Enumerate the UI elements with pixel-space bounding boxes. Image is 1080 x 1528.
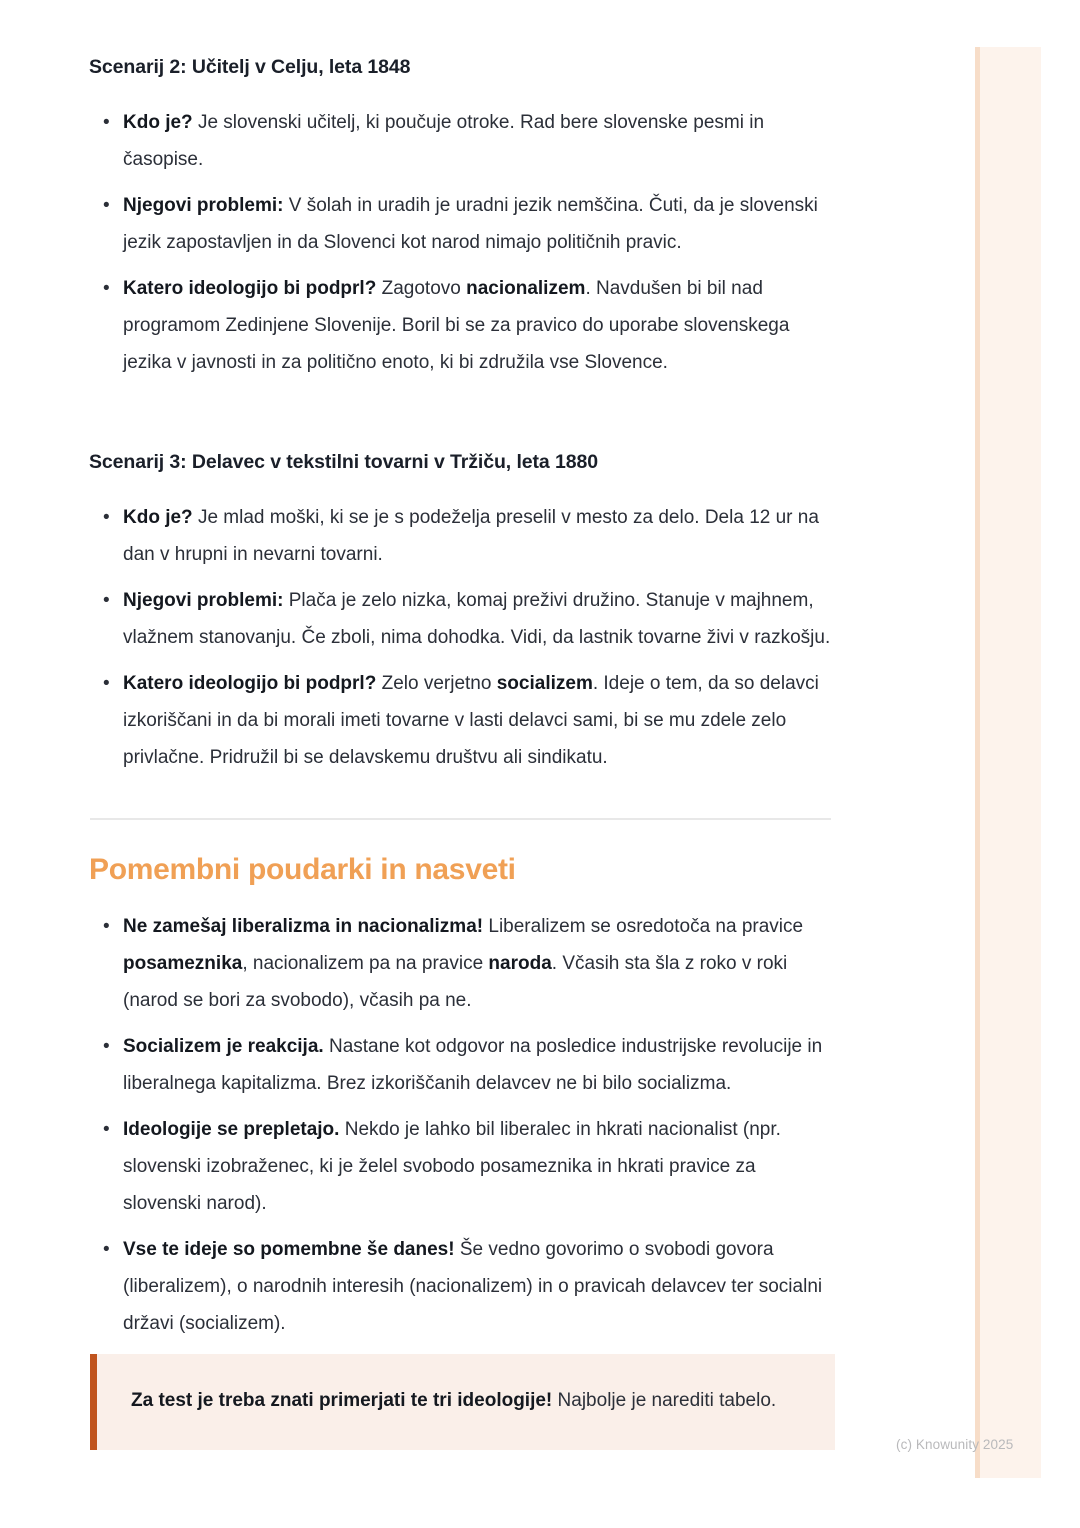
bullet-body-text: . Ideje o tem, da so delavci izkoriščani in da bi morali imeti tovarne v lasti delavci sami, bi se mu zdele zelo privlačne. Pridružil bi se delavskemu društvu ali sindikatu.	[123, 673, 819, 768]
callout-body-text: Najbolje je narediti tabelo.	[552, 1390, 777, 1411]
bullet-lead-label: Ne zamešaj liberalizma in nacionalizma!	[123, 916, 484, 937]
bullet-body-text: . Navdušen bi bil nad programom Zedinjene Slovenije. Boril bi se za pravico do uporabe slovenskega jezika v javnosti in za politično enoto, ki bi združila vse Slovence.	[123, 278, 790, 373]
bullet-emphasis-term: posameznika	[123, 953, 243, 974]
list-item	[89, 270, 834, 381]
bullet-body-text: Liberalizem se osredotoča na pravice	[483, 916, 804, 937]
tips-section-heading: Pomembni poudarki in nasveti	[89, 853, 516, 886]
scenario-2-heading: Scenarij 2: Učitelj v Celju, leta 1848	[89, 56, 411, 78]
list-item	[89, 582, 834, 656]
bullet-body-text: Je mlad moški, ki se je s podeželja preselil v mesto za delo. Dela 12 ur na dan v hrupni in nevarni tovarni.	[123, 507, 819, 565]
bullet-lead-label: Kdo je?	[123, 507, 193, 528]
scenario-3-section	[89, 451, 598, 474]
exam-tip-callout-wrapper	[90, 1354, 835, 1450]
tips-section-header	[89, 853, 516, 887]
callout-text	[131, 1382, 805, 1420]
bullet-lead-label: Katero ideologijo bi podprl?	[123, 278, 377, 299]
bullet-lead-label: Njegovi problemi:	[123, 590, 284, 611]
right-edge-strip	[975, 47, 1041, 1478]
list-item	[89, 104, 834, 178]
scenario-2-bullet-list	[89, 104, 834, 390]
bullet-lead-label: Socializem je reakcija.	[123, 1036, 324, 1057]
bullet-body-text: V šolah in uradih je uradni jezik nemščina. Čuti, da je slovenski jezik zapostavljen in da Slovenci kot narod nimajo političnih pravic.	[123, 195, 818, 253]
bullet-lead-label: Kdo je?	[123, 112, 193, 133]
bullet-body-text: Je slovenski učitelj, ki poučuje otroke. Rad bere slovenske pesmi in časopise.	[123, 112, 765, 170]
bullet-body-text: Zelo verjetno	[376, 673, 497, 694]
bullet-emphasis-term: socializem	[496, 673, 593, 694]
bullet-body-text: . Včasih sta šla z roko v roki (narod se bori za svobodo), včasih pa ne.	[123, 953, 788, 1011]
callout-lead-label: Za test je treba znati primerjati te tri ideologije!	[131, 1390, 553, 1411]
copyright-watermark: (c) Knowunity 2025	[896, 1437, 1014, 1452]
scenario-3-bullet-list	[89, 499, 834, 785]
bullet-lead-label: Katero ideologijo bi podprl?	[123, 673, 377, 694]
bullet-lead-label: Njegovi problemi:	[123, 195, 284, 216]
list-item	[89, 187, 834, 261]
bullet-lead-label: Vse te ideje so pomembne še danes!	[123, 1239, 455, 1260]
section-divider-wrapper	[90, 818, 831, 820]
bullet-body-text: Še vedno govorimo o svobodi govora (liberalizem), o narodnih interesih (nacionalizem) in o pravicah delavcev ter socialni državi (socializem).	[123, 1239, 823, 1334]
scenario-3-heading: Scenarij 3: Delavec v tekstilni tovarni v Tržiču, leta 1880	[89, 451, 598, 473]
bullet-body-text: Plača je zelo nizka, komaj preživi družino. Stanuje v majhnem, vlažnem stanovanju. Če zboli, nima dohodka. Vidi, da lastnik tovarne živi v razkošju.	[123, 590, 831, 648]
bullet-body-text: , nacionalizem pa na pravice	[242, 953, 489, 974]
bullet-emphasis-term: nacionalizem	[466, 278, 586, 299]
scenario-2-section	[89, 56, 410, 79]
list-item	[89, 1111, 834, 1222]
list-item	[89, 499, 834, 573]
list-item	[89, 908, 834, 1019]
bullet-emphasis-term: naroda	[488, 953, 552, 974]
exam-tip-callout	[90, 1354, 835, 1450]
right-edge-strip-accent-line	[975, 47, 980, 1478]
section-divider	[90, 818, 831, 820]
bullet-body-text: Zagotovo	[376, 278, 467, 299]
list-item	[89, 1028, 834, 1102]
list-item	[89, 665, 834, 776]
bullet-body-text: Nekdo je lahko bil liberalec in hkrati nacionalist (npr. slovenski izobraženec, ki je želel svobodo posameznika in hkrati pravice za slovenski narod).	[123, 1119, 781, 1214]
bullet-body-text: Nastane kot odgovor na posledice industrijske revolucije in liberalnega kapitalizma. Brez izkoriščanih delavcev ne bi bilo socializma.	[123, 1036, 823, 1094]
tips-bullet-list	[89, 908, 834, 1351]
list-item	[89, 1231, 834, 1342]
bullet-lead-label: Ideologije se prepletajo.	[123, 1119, 340, 1140]
